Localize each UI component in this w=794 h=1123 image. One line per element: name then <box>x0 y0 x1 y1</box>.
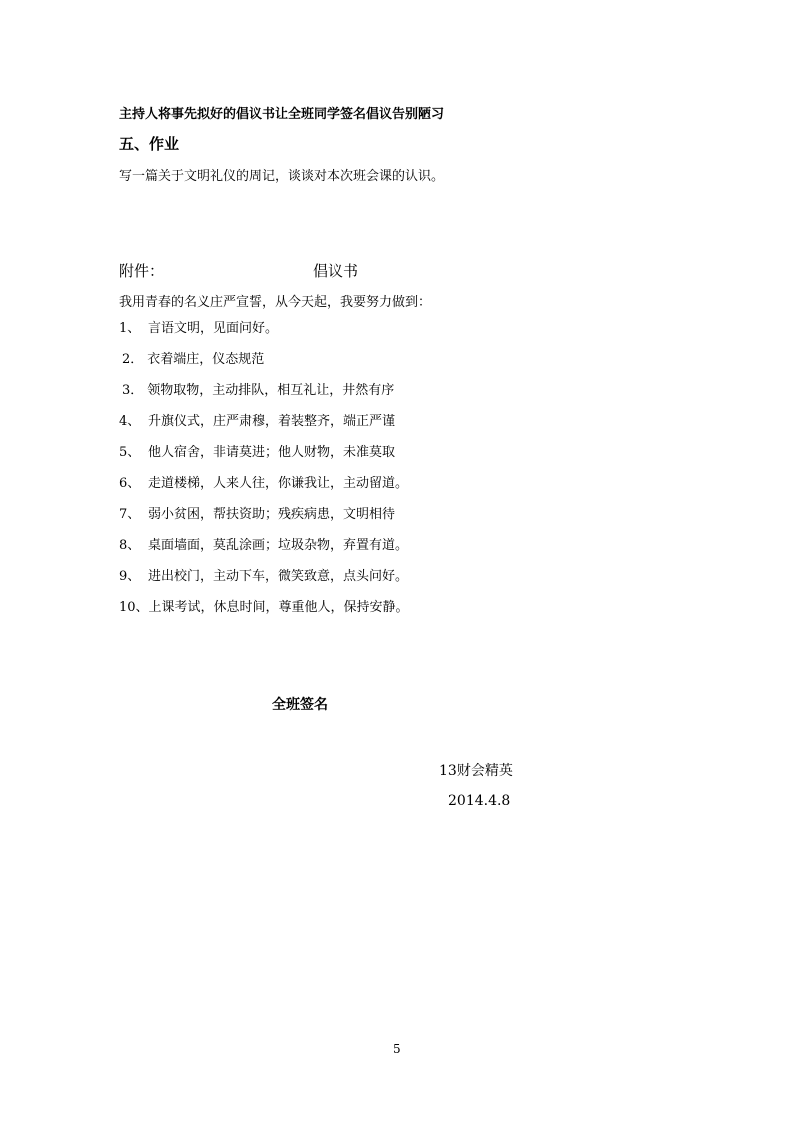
pledge-text: 我用青春的名义庄严宣誓，从今天起，我要努力做到： <box>119 295 432 310</box>
page-number: 5 <box>393 1042 401 1056</box>
organization-name: 13财会精英 <box>439 763 513 779</box>
list-item <box>119 444 409 475</box>
item-text: 上课考试，休息时间，尊重他人，保持安静。 <box>148 600 409 615</box>
list-item <box>119 413 409 444</box>
item-text: 领物取物，主动排队，相互礼让，井然有序 <box>147 383 395 398</box>
item-text: 升旗仪式，庄严肃穆，着装整齐，端正严谨 <box>148 414 396 429</box>
item-number: 4、 <box>119 414 141 429</box>
section-heading: 五、作业 <box>119 135 180 153</box>
item-number: 6、 <box>119 476 141 491</box>
item-text: 衣着端庄，仪态规范 <box>147 352 265 367</box>
item-number: 5、 <box>119 445 141 460</box>
proposal-title: 倡议书 <box>313 262 359 280</box>
homework-text: 写一篇关于文明礼仪的周记，谈谈对本次班会课的认识。 <box>119 169 445 184</box>
item-number: 8、 <box>119 538 141 553</box>
list-item <box>119 320 409 351</box>
list-item <box>119 382 409 413</box>
item-number: 10、 <box>119 600 149 615</box>
intro-text: 主持人将事先拟好的倡议书让全班同学签名倡议告别陋习 <box>119 107 445 122</box>
list-item <box>119 599 409 630</box>
item-text: 桌面墙面，莫乱涂画；垃圾杂物，弃置有道。 <box>148 538 409 553</box>
list-item <box>119 475 409 506</box>
item-text: 弱小贫困，帮扶资助；残疾病患，文明相待 <box>148 507 396 522</box>
document-date: 2014.4.8 <box>448 793 511 809</box>
list-item <box>119 568 409 599</box>
item-number: 3． <box>122 383 144 398</box>
list-item <box>119 537 409 568</box>
item-number: 9、 <box>119 569 141 584</box>
item-number: 2． <box>122 352 144 367</box>
item-text: 进出校门，主动下车，微笑致意，点头问好。 <box>148 569 409 584</box>
item-text: 言语文明，见面问好。 <box>148 321 279 336</box>
list-item <box>119 506 409 537</box>
item-text: 他人宿舍，非请莫进；他人财物，未准莫取 <box>148 445 396 460</box>
proposal-item-list <box>119 320 409 630</box>
list-item <box>119 351 409 382</box>
item-number: 7、 <box>119 507 141 522</box>
item-number: 1、 <box>119 321 141 336</box>
attachment-label: 附件： <box>119 262 165 280</box>
signature-label: 全班签名 <box>272 697 328 713</box>
item-text: 走道楼梯，人来人往，你谦我让，主动留道。 <box>148 476 409 491</box>
